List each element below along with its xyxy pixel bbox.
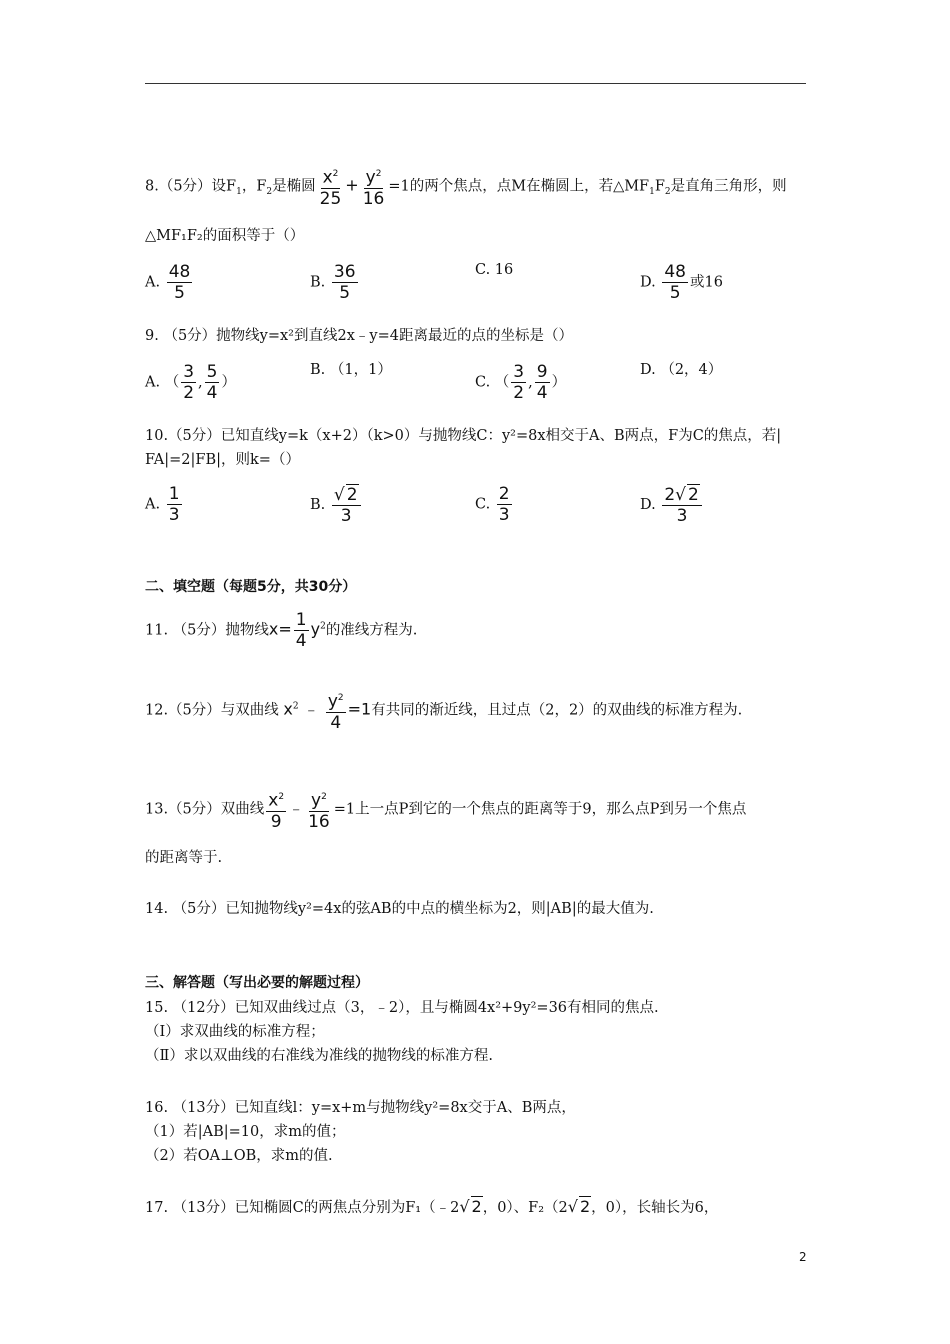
option-c: C. （ $\frac{3}{2}$ , $\frac{9}{4}$ ） bbox=[475, 362, 567, 403]
question-13-line-2: 的距离等于. bbox=[145, 850, 223, 866]
page-number: 2 bbox=[799, 1250, 807, 1264]
section-3-heading: 三、解答题（写出必要的解题过程） bbox=[145, 975, 369, 991]
question-10-line-1: 10.（5分）已知直线y=k（x+2）（k>0）与抛物线C：y²=8x相交于A、B两点，F为C的焦点，若| bbox=[145, 428, 782, 444]
header-rule bbox=[145, 83, 806, 84]
question-14: 14. （5分）已知抛物线y²=4x的弦AB的中点的横坐标为2，则|AB|的最大值为. bbox=[145, 901, 654, 917]
question-16-line-1: 16. （13分）已知直线l：y=x+m与抛物线y²=8x交于A、B两点， bbox=[145, 1100, 576, 1116]
option-c: C. 16 bbox=[475, 262, 514, 278]
question-10-line-2: FA|=2|FB|，则k=（） bbox=[145, 452, 300, 468]
option-b: B. （1，1） bbox=[310, 362, 392, 378]
option-b: B. $\frac{√ 2}{3}$ bbox=[310, 484, 363, 526]
option-a: A. $\frac{1}{3}$ bbox=[145, 484, 180, 525]
question-15-line-2: （Ⅰ）求双曲线的标准方程； bbox=[145, 1024, 325, 1040]
option-a: A. （ $\frac{3}{2}$ , $\frac{5}{4}$ ） bbox=[145, 362, 236, 403]
fraction: $\frac{y^2}{16}$ bbox=[361, 164, 387, 209]
fraction: $\frac{x^2}{25}$ bbox=[318, 164, 344, 209]
question-8-line-1: 8.（5分）设$F_1$，$F_2$是椭圆 $\frac{x^2}{25}$ + $\frac{y^2}{16}$ =1的两个焦点，点M在椭圆上，若$\triangle MF_1F_2$是直角三角形，则 bbox=[145, 164, 787, 209]
question-13-line-1: 13.（5分）双曲线 $\frac{x^2}{9}$ ﹣ $\frac{y^2}{16}$ =1上一点P到它的一个焦点的距离等于9，那么点P到另一个焦点 bbox=[145, 787, 746, 832]
option-d: D. $\frac{2√ 2}{3}$ bbox=[640, 484, 704, 526]
option-d: D. $\frac{48}{5}$ 或16 bbox=[640, 262, 723, 303]
question-11: 11. （5分）抛物线x= $\frac{1}{4}$ $y^2$的准线方程为. bbox=[145, 610, 418, 651]
question-8-line-2: △MF₁F₂的面积等于（） bbox=[145, 228, 305, 244]
question-12: 12.（5分）与双曲线 $x^2$ ﹣ $\frac{y^2}{4}$ =1有共同的渐近线，且过点（2，2）的双曲线的标准方程为. bbox=[145, 688, 742, 733]
option-c: C. $\frac{2}{3}$ bbox=[475, 484, 510, 525]
option-b: B. $\frac{36}{5}$ bbox=[310, 262, 356, 303]
option-a: A. $\frac{48}{5}$ bbox=[145, 262, 191, 303]
question-16-line-3: （2）若OA⊥OB，求m的值. bbox=[145, 1148, 333, 1164]
question-16-line-2: （1）若|AB|=10，求m的值； bbox=[145, 1124, 346, 1140]
question-15-line-1: 15. （12分）已知双曲线过点（3，﹣2），且与椭圆4x²+9y²=36有相同的焦点. bbox=[145, 1000, 659, 1016]
question-15-line-3: （Ⅱ）求以双曲线的右准线为准线的抛物线的标准方程. bbox=[145, 1048, 493, 1064]
option-d: D. （2，4） bbox=[640, 362, 723, 378]
question-17: 17. （13分）已知椭圆C的两焦点分别为F₁（﹣2√ 2，0）、F₂（2√ 2，0），长轴长为6， bbox=[145, 1197, 719, 1216]
question-9: 9. （5分）抛物线y=x²到直线2x﹣y=4距离最近的点的坐标是（） bbox=[145, 328, 573, 344]
section-2-heading: 二、填空题（每题5分，共30分） bbox=[145, 579, 357, 595]
